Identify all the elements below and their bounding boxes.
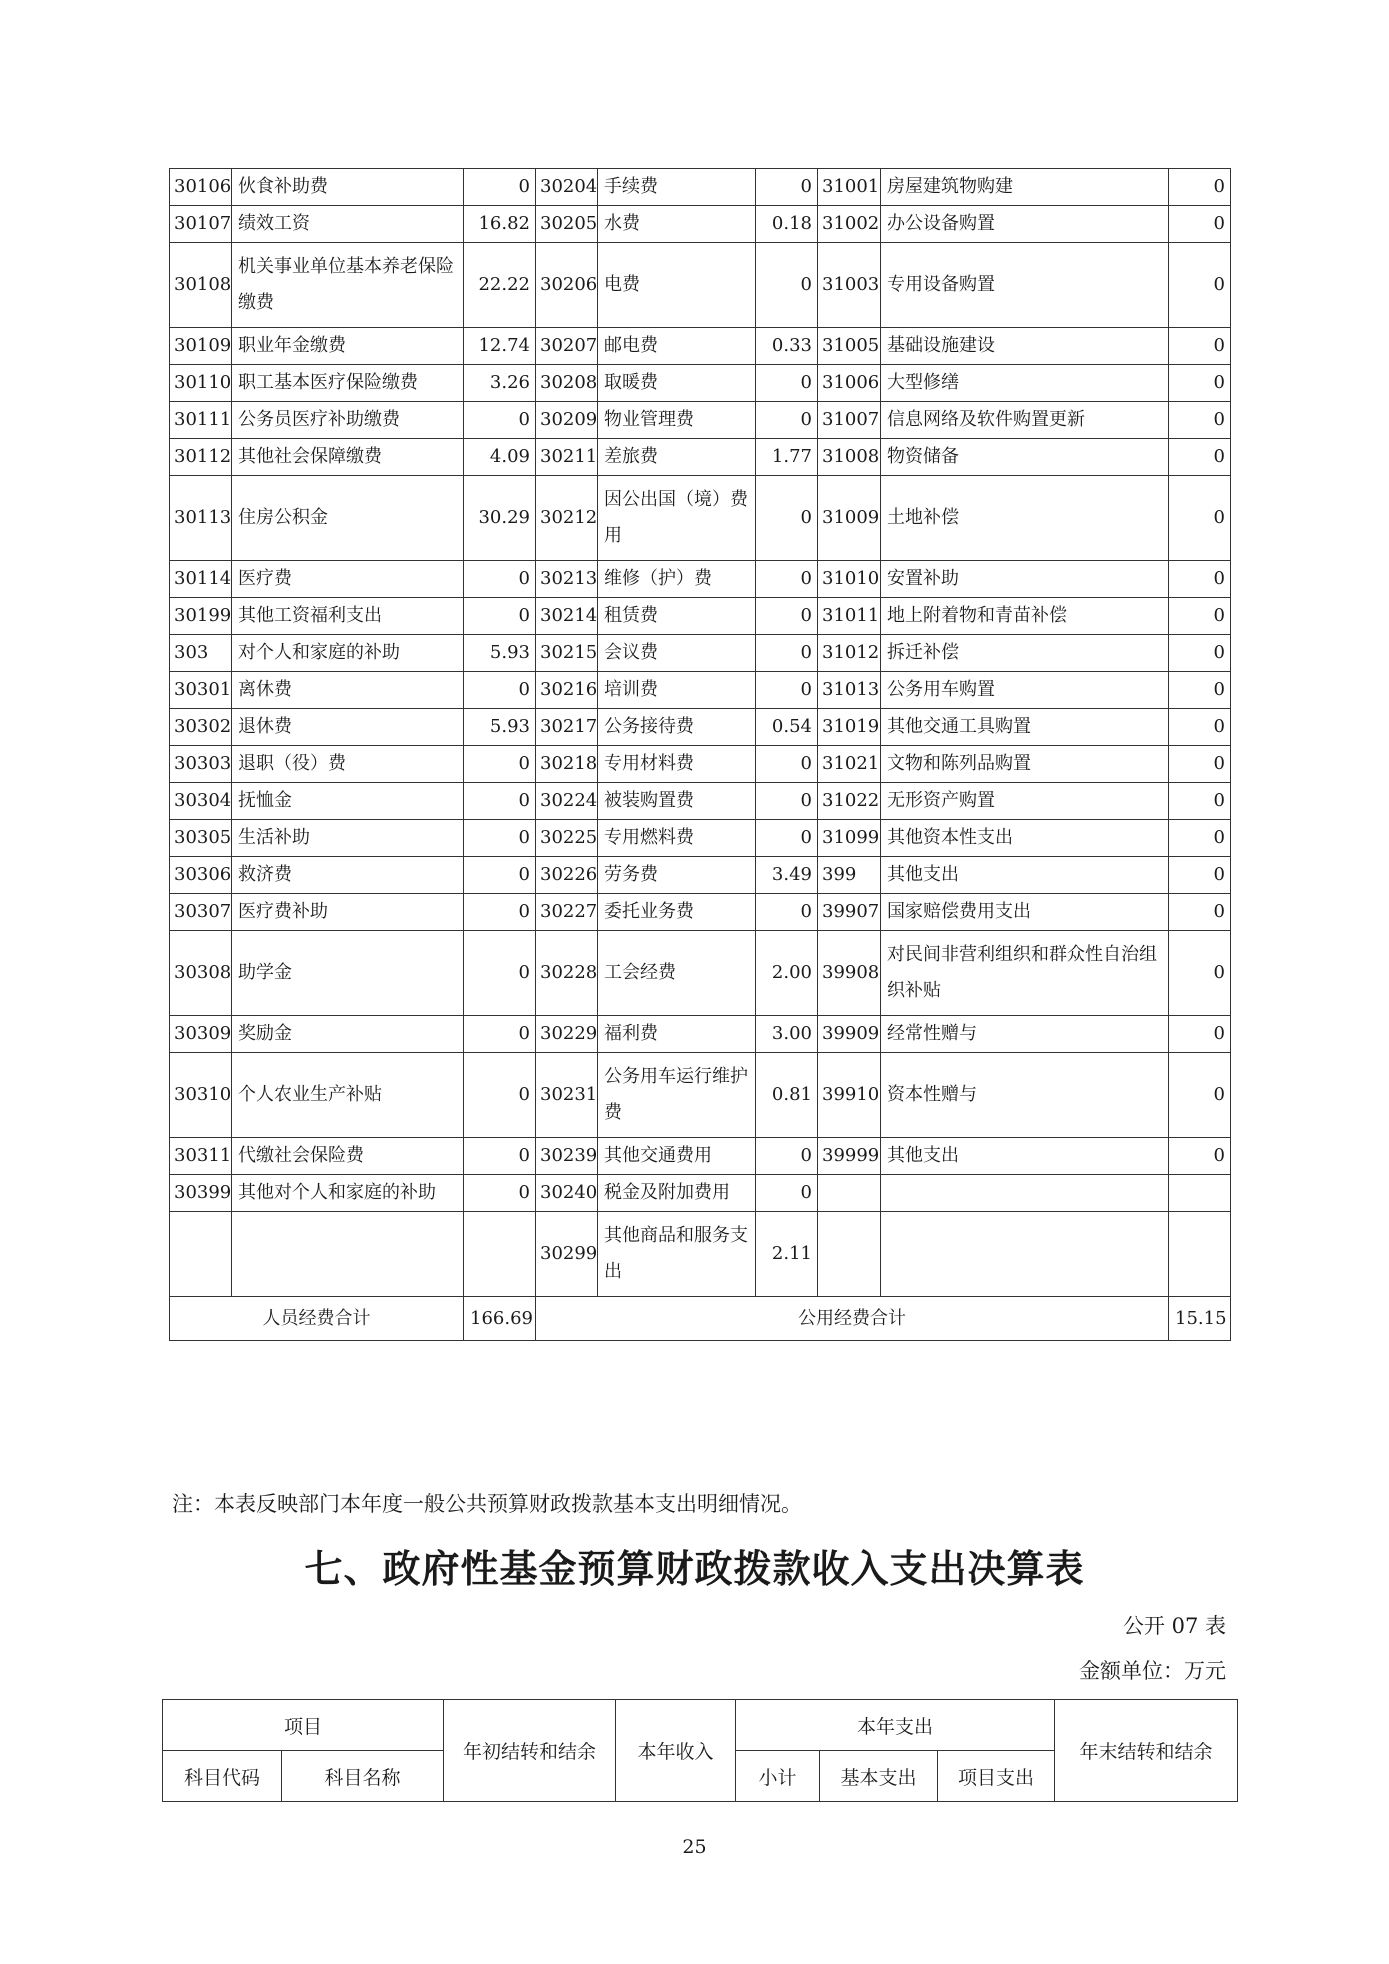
amount: 0 [464, 894, 536, 931]
amount: 0 [464, 1175, 536, 1212]
table-row [170, 1053, 1231, 1138]
subject-name: 安置补助 [881, 561, 1169, 598]
subject-code: 31019 [818, 709, 881, 746]
amount: 0 [756, 672, 818, 709]
subject-code: 30212 [536, 476, 598, 561]
table-row [170, 1175, 1231, 1212]
amount: 0 [1169, 1016, 1231, 1053]
subject-code: 30224 [536, 783, 598, 820]
subject-name: 公务用车运行维护费 [598, 1053, 756, 1138]
subject-code: 399 [818, 857, 881, 894]
table-row [170, 561, 1231, 598]
subject-name: 助学金 [232, 931, 464, 1016]
subject-code: 39910 [818, 1053, 881, 1138]
subject-name: 职工基本医疗保险缴费 [232, 365, 464, 402]
subject-name: 土地补偿 [881, 476, 1169, 561]
amount: 0 [464, 783, 536, 820]
subject-name: 公务员医疗补助缴费 [232, 402, 464, 439]
amount: 0 [464, 1016, 536, 1053]
subject-name: 经常性赠与 [881, 1016, 1169, 1053]
amount: 0 [1169, 820, 1231, 857]
amount: 0 [1169, 746, 1231, 783]
subject-name: 其他商品和服务支出 [598, 1212, 756, 1297]
subject-name: 个人农业生产补贴 [232, 1053, 464, 1138]
table-row [170, 328, 1231, 365]
amount: 2.00 [756, 931, 818, 1016]
subject-code: 30113 [170, 476, 232, 561]
subject-name: 公务用车购置 [881, 672, 1169, 709]
personnel-total-value: 166.69 [464, 1297, 536, 1341]
amount [1169, 1175, 1231, 1212]
table-row [170, 672, 1231, 709]
subject-code: 30214 [536, 598, 598, 635]
table-note: 注：本表反映部门本年度一般公共预算财政拨款基本支出明细情况。 [172, 1492, 802, 1516]
page-number: 25 [682, 1836, 707, 1858]
subject-code: 30211 [536, 439, 598, 476]
amount: 0 [464, 746, 536, 783]
subject-name: 租赁费 [598, 598, 756, 635]
amount: 0 [464, 672, 536, 709]
amount: 0 [1169, 243, 1231, 328]
amount: 0 [1169, 439, 1231, 476]
subject-code: 31013 [818, 672, 881, 709]
amount: 0 [1169, 365, 1231, 402]
table-row [170, 746, 1231, 783]
subject-name: 对民间非营利组织和群众性自治组织补贴 [881, 931, 1169, 1016]
subject-code: 39907 [818, 894, 881, 931]
subject-name: 被装购置费 [598, 783, 756, 820]
subject-name: 绩效工资 [232, 206, 464, 243]
subject-code: 39909 [818, 1016, 881, 1053]
subject-name: 其他对个人和家庭的补助 [232, 1175, 464, 1212]
subject-name: 拆迁补偿 [881, 635, 1169, 672]
subject-code: 30226 [536, 857, 598, 894]
subject-code: 30108 [170, 243, 232, 328]
subject-code: 30107 [170, 206, 232, 243]
subject-code: 30309 [170, 1016, 232, 1053]
subject-code: 31002 [818, 206, 881, 243]
amount: 0 [464, 1138, 536, 1175]
subject-name: 基础设施建设 [881, 328, 1169, 365]
header-project-expenditure: 项目支出 [938, 1751, 1055, 1802]
subject-name: 专用材料费 [598, 746, 756, 783]
amount: 0 [1169, 672, 1231, 709]
subject-code [818, 1212, 881, 1297]
amount: 0 [1169, 169, 1231, 206]
subject-name: 专用设备购置 [881, 243, 1169, 328]
personnel-total-label: 人员经费合计 [170, 1297, 464, 1341]
subject-name: 水费 [598, 206, 756, 243]
subject-code: 30114 [170, 561, 232, 598]
header-subject-code: 科目代码 [163, 1751, 282, 1802]
subject-code: 31001 [818, 169, 881, 206]
subject-name: 工会经费 [598, 931, 756, 1016]
subject-name: 专用燃料费 [598, 820, 756, 857]
subject-code: 31008 [818, 439, 881, 476]
header-closing-balance: 年末结转和结余 [1055, 1700, 1238, 1802]
public-total-label: 公用经费合计 [536, 1297, 1169, 1341]
basic-expenditure-detail-table [169, 168, 1231, 1341]
subject-code: 31003 [818, 243, 881, 328]
subject-name: 电费 [598, 243, 756, 328]
subject-name: 邮电费 [598, 328, 756, 365]
amount: 0 [756, 820, 818, 857]
subject-code: 30307 [170, 894, 232, 931]
amount: 0 [464, 169, 536, 206]
subject-code: 30299 [536, 1212, 598, 1297]
table-row [170, 894, 1231, 931]
amount: 0 [1169, 894, 1231, 931]
subject-name: 国家赔偿费用支出 [881, 894, 1169, 931]
subject-code: 31010 [818, 561, 881, 598]
amount: 0 [756, 169, 818, 206]
table-row [170, 1138, 1231, 1175]
subject-code: 30240 [536, 1175, 598, 1212]
subject-name: 办公设备购置 [881, 206, 1169, 243]
amount-unit: 金额单位：万元 [1079, 1659, 1226, 1683]
subject-code: 30213 [536, 561, 598, 598]
amount: 3.00 [756, 1016, 818, 1053]
subject-code: 30228 [536, 931, 598, 1016]
amount: 0 [464, 561, 536, 598]
amount: 4.09 [464, 439, 536, 476]
amount: 0 [1169, 783, 1231, 820]
amount: 22.22 [464, 243, 536, 328]
amount: 0 [756, 783, 818, 820]
amount: 16.82 [464, 206, 536, 243]
amount: 5.93 [464, 635, 536, 672]
table-row [170, 709, 1231, 746]
header-item: 项目 [163, 1700, 444, 1751]
subject-code: 30206 [536, 243, 598, 328]
header-current-expenditure: 本年支出 [736, 1700, 1055, 1751]
subject-code: 30302 [170, 709, 232, 746]
subject-name: 住房公积金 [232, 476, 464, 561]
amount: 0 [756, 476, 818, 561]
subject-code: 31022 [818, 783, 881, 820]
amount: 0.81 [756, 1053, 818, 1138]
subject-code: 30109 [170, 328, 232, 365]
header-current-income: 本年收入 [616, 1700, 736, 1802]
subject-code: 30216 [536, 672, 598, 709]
table-row [170, 931, 1231, 1016]
subject-code: 30304 [170, 783, 232, 820]
subject-name: 奖励金 [232, 1016, 464, 1053]
subject-code: 39999 [818, 1138, 881, 1175]
subject-code: 30218 [536, 746, 598, 783]
amount: 0 [1169, 598, 1231, 635]
subject-name: 医疗费补助 [232, 894, 464, 931]
subject-name: 取暖费 [598, 365, 756, 402]
subject-code: 31012 [818, 635, 881, 672]
header-opening-balance: 年初结转和结余 [444, 1700, 616, 1802]
subject-code: 31007 [818, 402, 881, 439]
subject-code [818, 1175, 881, 1212]
subject-code: 30231 [536, 1053, 598, 1138]
subject-code: 30239 [536, 1138, 598, 1175]
subject-code: 30110 [170, 365, 232, 402]
amount: 0 [464, 857, 536, 894]
subject-code: 303 [170, 635, 232, 672]
amount: 0 [1169, 561, 1231, 598]
amount: 0 [756, 1138, 818, 1175]
amount: 0 [756, 746, 818, 783]
subject-name: 手续费 [598, 169, 756, 206]
subject-code: 30112 [170, 439, 232, 476]
subject-name: 地上附着物和青苗补偿 [881, 598, 1169, 635]
amount: 0 [756, 561, 818, 598]
amount: 0 [756, 243, 818, 328]
amount: 3.49 [756, 857, 818, 894]
subject-name: 维修（护）费 [598, 561, 756, 598]
amount: 0.18 [756, 206, 818, 243]
subject-name: 信息网络及软件购置更新 [881, 402, 1169, 439]
amount: 0 [1169, 476, 1231, 561]
table-row [170, 243, 1231, 328]
subject-name: 其他交通费用 [598, 1138, 756, 1175]
subject-code: 30208 [536, 365, 598, 402]
table-row [170, 783, 1231, 820]
subject-code: 30308 [170, 931, 232, 1016]
subject-name: 文物和陈列品购置 [881, 746, 1169, 783]
subject-name: 职业年金缴费 [232, 328, 464, 365]
subject-code: 30106 [170, 169, 232, 206]
header-subject-name: 科目名称 [282, 1751, 444, 1802]
subject-code: 30111 [170, 402, 232, 439]
amount: 0 [1169, 328, 1231, 365]
amount: 0 [1169, 1053, 1231, 1138]
amount: 0 [756, 365, 818, 402]
subject-code: 30301 [170, 672, 232, 709]
subject-name: 代缴社会保险费 [232, 1138, 464, 1175]
amount: 0 [756, 598, 818, 635]
subject-code: 31011 [818, 598, 881, 635]
subject-name: 机关事业单位基本养老保险缴费 [232, 243, 464, 328]
amount: 0 [464, 931, 536, 1016]
subject-name: 委托业务费 [598, 894, 756, 931]
subject-name: 退休费 [232, 709, 464, 746]
subject-code [170, 1212, 232, 1297]
subject-code: 30215 [536, 635, 598, 672]
subject-code: 31005 [818, 328, 881, 365]
amount: 1.77 [756, 439, 818, 476]
subject-code: 30207 [536, 328, 598, 365]
table-row [170, 402, 1231, 439]
subject-name: 退职（役）费 [232, 746, 464, 783]
subject-name: 其他支出 [881, 857, 1169, 894]
subject-name: 差旅费 [598, 439, 756, 476]
subject-name: 伙食补助费 [232, 169, 464, 206]
subject-code: 31009 [818, 476, 881, 561]
amount: 0 [464, 402, 536, 439]
subject-code: 30227 [536, 894, 598, 931]
subject-name: 资本性赠与 [881, 1053, 1169, 1138]
amount: 0.33 [756, 328, 818, 365]
subject-name: 无形资产购置 [881, 783, 1169, 820]
subject-code: 30306 [170, 857, 232, 894]
amount: 0 [756, 635, 818, 672]
amount: 0 [464, 598, 536, 635]
table-row [170, 365, 1231, 402]
subject-code: 30217 [536, 709, 598, 746]
subject-code: 30204 [536, 169, 598, 206]
subject-name [881, 1175, 1169, 1212]
subject-name: 离休费 [232, 672, 464, 709]
subject-code: 39908 [818, 931, 881, 1016]
amount: 12.74 [464, 328, 536, 365]
subject-code: 30225 [536, 820, 598, 857]
subject-name: 生活补助 [232, 820, 464, 857]
subject-name [232, 1212, 464, 1297]
subject-name: 会议费 [598, 635, 756, 672]
subject-name: 大型修缮 [881, 365, 1169, 402]
amount: 0 [464, 1053, 536, 1138]
table-row [170, 439, 1231, 476]
amount: 0 [1169, 635, 1231, 672]
subject-name: 公务接待费 [598, 709, 756, 746]
totals-row [170, 1297, 1231, 1341]
subject-name: 税金及附加费用 [598, 1175, 756, 1212]
amount: 0 [1169, 931, 1231, 1016]
amount: 2.11 [756, 1212, 818, 1297]
amount: 3.26 [464, 365, 536, 402]
table-row [170, 169, 1231, 206]
header-basic-expenditure: 基本支出 [820, 1751, 938, 1802]
subject-name [881, 1212, 1169, 1297]
subject-name: 物资储备 [881, 439, 1169, 476]
subject-code: 30303 [170, 746, 232, 783]
subject-code: 30311 [170, 1138, 232, 1175]
subject-name: 其他支出 [881, 1138, 1169, 1175]
subject-name: 医疗费 [232, 561, 464, 598]
table-row [170, 476, 1231, 561]
subject-name: 其他工资福利支出 [232, 598, 464, 635]
government-fund-table-header [162, 1699, 1238, 1802]
subject-code: 30199 [170, 598, 232, 635]
subject-name: 房屋建筑物购建 [881, 169, 1169, 206]
subject-name: 培训费 [598, 672, 756, 709]
table-row [170, 206, 1231, 243]
subject-code: 30209 [536, 402, 598, 439]
amount [464, 1212, 536, 1297]
header-subtotal: 小计 [736, 1751, 820, 1802]
amount: 0 [1169, 709, 1231, 746]
amount: 0 [464, 820, 536, 857]
subject-name: 其他社会保障缴费 [232, 439, 464, 476]
table-row [170, 820, 1231, 857]
amount: 0 [1169, 402, 1231, 439]
subject-name: 抚恤金 [232, 783, 464, 820]
table-row [170, 1016, 1231, 1053]
amount: 0 [756, 894, 818, 931]
subject-name: 因公出国（境）费用 [598, 476, 756, 561]
section-title: 七、政府性基金预算财政拨款收入支出决算表 [304, 1546, 1085, 1591]
table-row [170, 598, 1231, 635]
subject-name: 救济费 [232, 857, 464, 894]
subject-code: 31006 [818, 365, 881, 402]
subject-code: 30305 [170, 820, 232, 857]
table-row [170, 635, 1231, 672]
subject-code: 30229 [536, 1016, 598, 1053]
subject-code: 31099 [818, 820, 881, 857]
subject-name: 劳务费 [598, 857, 756, 894]
form-number: 公开 07 表 [1122, 1614, 1226, 1638]
subject-name: 福利费 [598, 1016, 756, 1053]
amount: 0.54 [756, 709, 818, 746]
subject-name: 物业管理费 [598, 402, 756, 439]
amount [1169, 1212, 1231, 1297]
amount: 0 [1169, 1138, 1231, 1175]
subject-code: 30310 [170, 1053, 232, 1138]
subject-name: 其他资本性支出 [881, 820, 1169, 857]
subject-code: 31021 [818, 746, 881, 783]
table-row [170, 1212, 1231, 1297]
public-total-value: 15.15 [1169, 1297, 1231, 1341]
subject-name: 对个人和家庭的补助 [232, 635, 464, 672]
amount: 0 [1169, 857, 1231, 894]
subject-code: 30205 [536, 206, 598, 243]
amount: 0 [756, 402, 818, 439]
table-row [170, 857, 1231, 894]
subject-name: 其他交通工具购置 [881, 709, 1169, 746]
amount: 30.29 [464, 476, 536, 561]
amount: 0 [756, 1175, 818, 1212]
amount: 5.93 [464, 709, 536, 746]
subject-code: 30399 [170, 1175, 232, 1212]
amount: 0 [1169, 206, 1231, 243]
